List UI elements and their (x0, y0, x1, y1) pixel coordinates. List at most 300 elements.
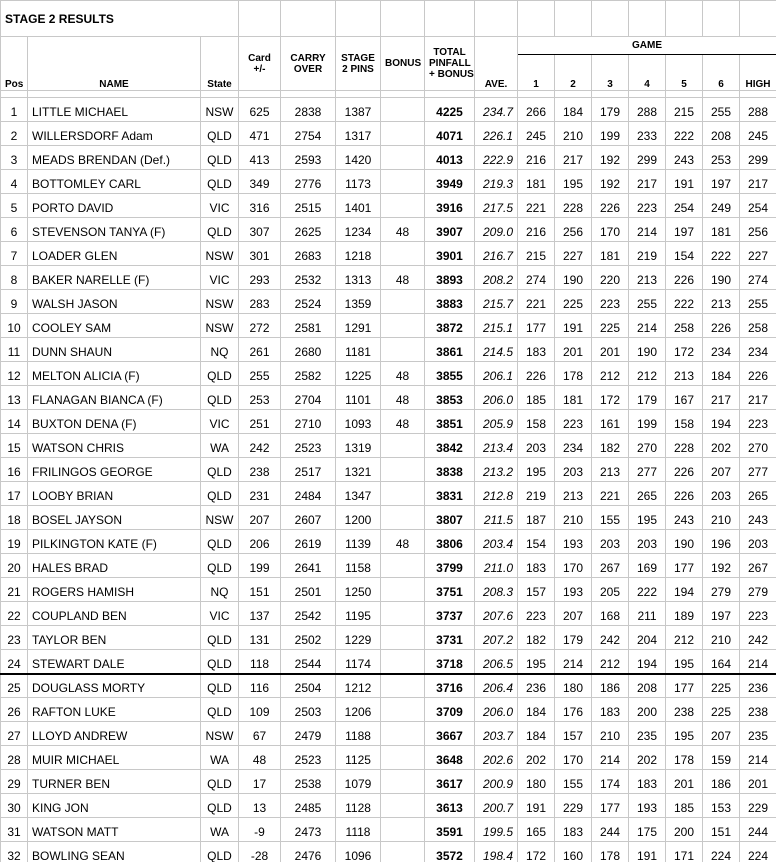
cell-game-4: 299 (629, 146, 666, 170)
cell-game-6: 202 (703, 434, 740, 458)
table-row (1, 146, 776, 170)
cell-game-5: 185 (666, 794, 703, 818)
header-total-line3: + BONUS (429, 69, 474, 80)
cell-bonus (381, 98, 425, 122)
cell-total: 3907 (425, 218, 475, 242)
cell-game-4: 199 (629, 410, 666, 434)
cell-stage-pins: 1101 (336, 386, 381, 410)
cell-state: QLD (201, 482, 239, 506)
cell-game-2: 170 (555, 554, 592, 578)
table-row (1, 722, 776, 746)
cell-game-1: 191 (518, 794, 555, 818)
cell-high: 254 (740, 194, 776, 218)
header-game-6: 6 (703, 55, 740, 91)
header-carry-line2: OVER (293, 63, 323, 75)
cell-average: 206.4 (475, 674, 518, 698)
cell-game-6: 197 (703, 602, 740, 626)
cell-card: 283 (239, 290, 281, 314)
cell-bonus (381, 722, 425, 746)
table-row (1, 458, 776, 482)
cell-game-6: 226 (703, 314, 740, 338)
cell-stage-pins: 1212 (336, 674, 381, 698)
cell-high: 243 (740, 506, 776, 530)
cell-game-2: 190 (555, 266, 592, 290)
cell-game-4: 265 (629, 482, 666, 506)
header-stage-line2: 2 PINS (342, 63, 374, 75)
cell-game-3: 186 (592, 674, 629, 698)
cell-game-1: 216 (518, 218, 555, 242)
cell-stage-pins: 1125 (336, 746, 381, 770)
cell-game-4: 213 (629, 266, 666, 290)
cell-name: BOTTOMLEY CARL (28, 170, 201, 194)
table-row (1, 842, 776, 862)
cell-card: 67 (239, 722, 281, 746)
cell-stage-pins: 1225 (336, 362, 381, 386)
header-game-2: 2 (555, 55, 592, 91)
cell-game-1: 184 (518, 722, 555, 746)
cell-name: BOSEL JAYSON (28, 506, 201, 530)
cell-total: 3591 (425, 818, 475, 842)
cell-high: 265 (740, 482, 776, 506)
cell-total: 3855 (425, 362, 475, 386)
cell-name: KING JON (28, 794, 201, 818)
cell-game-2: 225 (555, 290, 592, 314)
cell-stage-pins: 1139 (336, 530, 381, 554)
cell-pos: 28 (1, 746, 28, 770)
cell-game-1: 172 (518, 842, 555, 862)
cell-game-2: 157 (555, 722, 592, 746)
header-card-line2: +/- (253, 63, 266, 75)
cell-bonus: 48 (381, 218, 425, 242)
cell-carry-over: 2838 (281, 98, 336, 122)
cell-game-4: 288 (629, 98, 666, 122)
cell-bonus (381, 650, 425, 674)
cell-pos: 1 (1, 98, 28, 122)
cell-bonus (381, 602, 425, 626)
cell-game-1: 195 (518, 458, 555, 482)
cell-pos: 22 (1, 602, 28, 626)
cell-game-3: 170 (592, 218, 629, 242)
cell-high: 238 (740, 698, 776, 722)
cell-game-3: 205 (592, 578, 629, 602)
cell-game-1: 245 (518, 122, 555, 146)
cell-bonus (381, 770, 425, 794)
cell-average: 219.3 (475, 170, 518, 194)
cell-total: 3949 (425, 170, 475, 194)
cell-game-1: 165 (518, 818, 555, 842)
table-row (1, 410, 776, 434)
table-row (1, 266, 776, 290)
cell-name: RAFTON LUKE (28, 698, 201, 722)
cell-total: 3901 (425, 242, 475, 266)
cell-name: WATSON CHRIS (28, 434, 201, 458)
cell-stage-pins: 1250 (336, 578, 381, 602)
cell-game-4: 270 (629, 434, 666, 458)
header-stage-line1: STAGE (341, 52, 375, 64)
cell-stage-pins: 1313 (336, 266, 381, 290)
cell-average: 216.7 (475, 242, 518, 266)
cell-bonus (381, 434, 425, 458)
cell-name: PILKINGTON KATE (F) (28, 530, 201, 554)
header-card (239, 37, 281, 91)
cell-game-2: 193 (555, 530, 592, 554)
cell-game-2: 234 (555, 434, 592, 458)
cell-card: 231 (239, 482, 281, 506)
cell-game-3: 223 (592, 290, 629, 314)
cell-bonus (381, 338, 425, 362)
cell-carry-over: 2484 (281, 482, 336, 506)
cell-total: 3617 (425, 770, 475, 794)
cell-high: 226 (740, 362, 776, 386)
cell-carry-over: 2523 (281, 746, 336, 770)
table-row (1, 386, 776, 410)
cell-game-5: 201 (666, 770, 703, 794)
cell-game-1: 180 (518, 770, 555, 794)
cell-bonus (381, 122, 425, 146)
table-row (1, 434, 776, 458)
cell-average: 200.7 (475, 794, 518, 818)
cell-game-4: 214 (629, 218, 666, 242)
cell-name: LITTLE MICHAEL (28, 98, 201, 122)
cell-game-6: 217 (703, 386, 740, 410)
cell-state: VIC (201, 602, 239, 626)
cell-pos: 4 (1, 170, 28, 194)
cell-game-1: 195 (518, 650, 555, 674)
cell-bonus (381, 578, 425, 602)
cell-average: 206.0 (475, 386, 518, 410)
cell-game-3: 172 (592, 386, 629, 410)
cell-game-2: 176 (555, 698, 592, 722)
cell-game-1: 158 (518, 410, 555, 434)
cell-pos: 12 (1, 362, 28, 386)
cell-stage-pins: 1234 (336, 218, 381, 242)
cell-card: 301 (239, 242, 281, 266)
cell-high: 224 (740, 842, 776, 862)
cell-high: 279 (740, 578, 776, 602)
table-row (1, 194, 776, 218)
cell-game-6: 279 (703, 578, 740, 602)
cell-average: 202.6 (475, 746, 518, 770)
cell-card: 199 (239, 554, 281, 578)
cell-total: 3667 (425, 722, 475, 746)
cell-carry-over: 2680 (281, 338, 336, 362)
cell-game-5: 172 (666, 338, 703, 362)
cell-game-3: 212 (592, 362, 629, 386)
cell-game-4: 200 (629, 698, 666, 722)
cell-high: 217 (740, 386, 776, 410)
cell-game-2: 201 (555, 338, 592, 362)
cell-name: LOADER GLEN (28, 242, 201, 266)
cell-high: 288 (740, 98, 776, 122)
cell-game-5: 194 (666, 578, 703, 602)
cell-game-1: 202 (518, 746, 555, 770)
cell-bonus (381, 242, 425, 266)
cell-bonus (381, 746, 425, 770)
cell-state: NSW (201, 314, 239, 338)
header-stage-pins (336, 37, 381, 91)
cell-average: 206.0 (475, 698, 518, 722)
cell-carry-over: 2479 (281, 722, 336, 746)
cell-card: 242 (239, 434, 281, 458)
cell-state: WA (201, 818, 239, 842)
cell-stage-pins: 1319 (336, 434, 381, 458)
cell-high: 203 (740, 530, 776, 554)
cell-game-5: 195 (666, 650, 703, 674)
cell-game-2: 170 (555, 746, 592, 770)
cell-card: 238 (239, 458, 281, 482)
cell-game-1: 182 (518, 626, 555, 650)
cell-stage-pins: 1079 (336, 770, 381, 794)
cell-bonus (381, 194, 425, 218)
title-row (1, 1, 776, 37)
header-game-5: 5 (666, 55, 703, 91)
cell-average: 206.5 (475, 650, 518, 674)
cell-game-3: 192 (592, 146, 629, 170)
cell-stage-pins: 1195 (336, 602, 381, 626)
cell-pos: 11 (1, 338, 28, 362)
cell-stage-pins: 1218 (336, 242, 381, 266)
cell-bonus (381, 626, 425, 650)
cell-high: 236 (740, 674, 776, 698)
cell-game-2: 179 (555, 626, 592, 650)
cell-high: 229 (740, 794, 776, 818)
cell-game-6: 196 (703, 530, 740, 554)
cell-game-6: 255 (703, 98, 740, 122)
cell-average: 212.8 (475, 482, 518, 506)
table-row (1, 818, 776, 842)
cell-game-6: 151 (703, 818, 740, 842)
table-row (1, 770, 776, 794)
cell-game-3: 183 (592, 698, 629, 722)
cell-total: 3842 (425, 434, 475, 458)
cell-state: QLD (201, 122, 239, 146)
cell-game-5: 243 (666, 146, 703, 170)
table-row (1, 482, 776, 506)
cell-game-6: 225 (703, 674, 740, 698)
cell-game-6: 186 (703, 770, 740, 794)
cell-game-3: 267 (592, 554, 629, 578)
cell-pos: 7 (1, 242, 28, 266)
cell-bonus (381, 290, 425, 314)
table-row (1, 698, 776, 722)
cell-state: NSW (201, 98, 239, 122)
cell-game-3: 226 (592, 194, 629, 218)
cell-pos: 32 (1, 842, 28, 862)
cell-carry-over: 2532 (281, 266, 336, 290)
header-total-line1: TOTAL (433, 47, 466, 58)
cell-carry-over: 2710 (281, 410, 336, 434)
cell-total: 3716 (425, 674, 475, 698)
cell-game-1: 216 (518, 146, 555, 170)
cell-total: 3718 (425, 650, 475, 674)
cell-average: 203.4 (475, 530, 518, 554)
cell-bonus: 48 (381, 362, 425, 386)
cell-total: 3731 (425, 626, 475, 650)
cell-carry-over: 2504 (281, 674, 336, 698)
cell-bonus (381, 674, 425, 698)
cell-game-3: 221 (592, 482, 629, 506)
cell-bonus (381, 458, 425, 482)
cell-name: HALES BRAD (28, 554, 201, 578)
header-game-3: 3 (592, 55, 629, 91)
cell-high: 258 (740, 314, 776, 338)
header-card-line1: Card (248, 52, 271, 64)
cell-carry-over: 2524 (281, 290, 336, 314)
cell-card: 116 (239, 674, 281, 698)
cell-bonus (381, 698, 425, 722)
cell-total: 3853 (425, 386, 475, 410)
cell-pos: 19 (1, 530, 28, 554)
cell-pos: 21 (1, 578, 28, 602)
cell-state: NQ (201, 338, 239, 362)
cell-carry-over: 2544 (281, 650, 336, 674)
cell-pos: 20 (1, 554, 28, 578)
cell-game-2: 191 (555, 314, 592, 338)
cell-state: NQ (201, 578, 239, 602)
cell-carry-over: 2641 (281, 554, 336, 578)
cell-total: 3851 (425, 410, 475, 434)
header-average: AVE. (475, 37, 518, 91)
cell-card: 137 (239, 602, 281, 626)
cell-name: PORTO DAVID (28, 194, 201, 218)
cell-name: FRILINGOS GEORGE (28, 458, 201, 482)
cell-game-6: 164 (703, 650, 740, 674)
cell-bonus (381, 170, 425, 194)
cell-stage-pins: 1093 (336, 410, 381, 434)
cell-bonus (381, 482, 425, 506)
table-row (1, 794, 776, 818)
cell-name: WILLERSDORF Adam (28, 122, 201, 146)
header-game-group: GAME (518, 37, 776, 55)
cell-game-1: 185 (518, 386, 555, 410)
cell-game-3: 174 (592, 770, 629, 794)
cell-name: FLANAGAN BIANCA (F) (28, 386, 201, 410)
table-row (1, 242, 776, 266)
cell-game-2: 229 (555, 794, 592, 818)
cell-card: 272 (239, 314, 281, 338)
cell-game-3: 203 (592, 530, 629, 554)
cell-game-2: 183 (555, 818, 592, 842)
cell-carry-over: 2538 (281, 770, 336, 794)
cell-pos: 27 (1, 722, 28, 746)
cell-game-2: 223 (555, 410, 592, 434)
cell-high: 270 (740, 434, 776, 458)
cell-card: 293 (239, 266, 281, 290)
cell-pos: 23 (1, 626, 28, 650)
cell-game-1: 183 (518, 554, 555, 578)
cell-average: 222.9 (475, 146, 518, 170)
cell-game-5: 238 (666, 698, 703, 722)
cell-game-5: 191 (666, 170, 703, 194)
cell-game-1: 226 (518, 362, 555, 386)
cell-game-2: 178 (555, 362, 592, 386)
cell-stage-pins: 1420 (336, 146, 381, 170)
cell-state: QLD (201, 626, 239, 650)
cell-average: 200.9 (475, 770, 518, 794)
cell-game-6: 234 (703, 338, 740, 362)
cell-total: 3831 (425, 482, 475, 506)
cell-name: STEVENSON TANYA (F) (28, 218, 201, 242)
cell-average: 208.3 (475, 578, 518, 602)
cell-average: 217.5 (475, 194, 518, 218)
cell-state: NSW (201, 242, 239, 266)
cell-average: 207.2 (475, 626, 518, 650)
cell-stage-pins: 1173 (336, 170, 381, 194)
cell-average: 208.2 (475, 266, 518, 290)
cell-game-6: 225 (703, 698, 740, 722)
table-row (1, 98, 776, 122)
cell-game-6: 207 (703, 458, 740, 482)
cell-card: 48 (239, 746, 281, 770)
cell-carry-over: 2523 (281, 434, 336, 458)
cell-carry-over: 2515 (281, 194, 336, 218)
cell-stage-pins: 1174 (336, 650, 381, 674)
cell-bonus (381, 146, 425, 170)
cell-game-4: 211 (629, 602, 666, 626)
cell-game-4: 222 (629, 578, 666, 602)
cell-game-1: 223 (518, 602, 555, 626)
cell-game-1: 215 (518, 242, 555, 266)
cell-stage-pins: 1401 (336, 194, 381, 218)
cell-state: QLD (201, 218, 239, 242)
cell-game-4: 217 (629, 170, 666, 194)
table-row (1, 674, 776, 698)
header-name: NAME (28, 37, 201, 91)
cell-card: 131 (239, 626, 281, 650)
cell-high: 267 (740, 554, 776, 578)
cell-game-1: 154 (518, 530, 555, 554)
cell-card: 207 (239, 506, 281, 530)
cell-pos: 14 (1, 410, 28, 434)
cell-game-6: 210 (703, 506, 740, 530)
cell-game-3: 214 (592, 746, 629, 770)
cell-bonus (381, 506, 425, 530)
cell-game-3: 177 (592, 794, 629, 818)
cell-pos: 24 (1, 650, 28, 674)
cell-pos: 13 (1, 386, 28, 410)
cell-game-2: 193 (555, 578, 592, 602)
cell-pos: 30 (1, 794, 28, 818)
cell-total: 3648 (425, 746, 475, 770)
cell-game-5: 243 (666, 506, 703, 530)
cell-game-3: 220 (592, 266, 629, 290)
cell-high: 274 (740, 266, 776, 290)
cell-stage-pins: 1291 (336, 314, 381, 338)
cell-game-2: 256 (555, 218, 592, 242)
cell-game-2: 195 (555, 170, 592, 194)
cell-game-3: 225 (592, 314, 629, 338)
cell-card: 471 (239, 122, 281, 146)
header-carry-line1: CARRY (290, 52, 326, 64)
cell-pos: 29 (1, 770, 28, 794)
cell-stage-pins: 1206 (336, 698, 381, 722)
cell-game-4: 223 (629, 194, 666, 218)
table-row (1, 650, 776, 674)
table-row (1, 506, 776, 530)
cell-carry-over: 2593 (281, 146, 336, 170)
cell-average: 215.1 (475, 314, 518, 338)
cell-game-4: 179 (629, 386, 666, 410)
cell-game-3: 161 (592, 410, 629, 434)
cell-card: 13 (239, 794, 281, 818)
cell-game-1: 177 (518, 314, 555, 338)
cell-game-3: 201 (592, 338, 629, 362)
cell-card: 251 (239, 410, 281, 434)
cell-pos: 3 (1, 146, 28, 170)
cell-state: WA (201, 434, 239, 458)
cell-name: WALSH JASON (28, 290, 201, 314)
cell-high: 214 (740, 746, 776, 770)
